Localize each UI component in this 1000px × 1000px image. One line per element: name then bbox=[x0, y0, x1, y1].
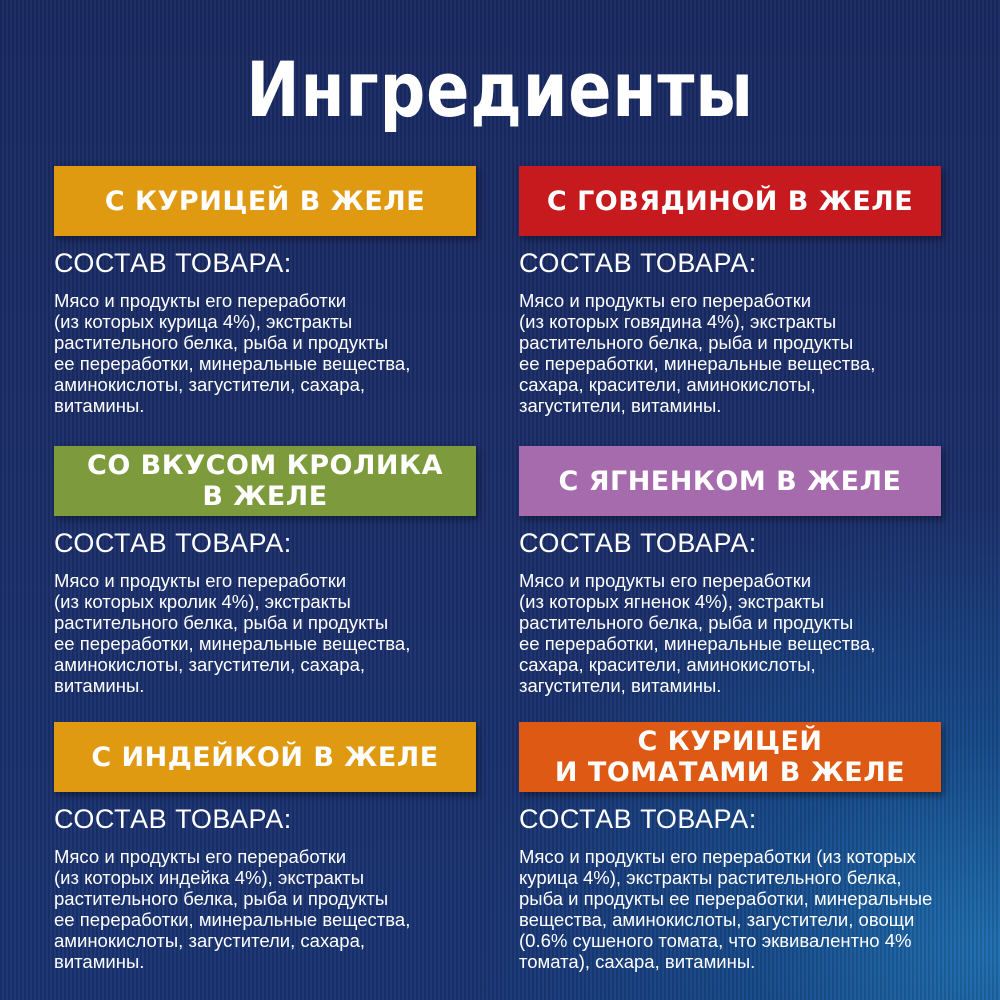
section-label: СОСТАВ ТОВАРА: bbox=[519, 804, 757, 834]
section-label: СОСТАВ ТОВАРА: bbox=[519, 528, 757, 558]
product-name: С КУРИЦЕЙ В ЖЕЛЕ bbox=[104, 185, 426, 217]
section-label: СОСТАВ ТОВАРА: bbox=[54, 528, 292, 558]
product-name: С ЯГНЕНКОМ В ЖЕЛЕ bbox=[558, 465, 902, 497]
ingredients-text: Мясо и продукты его переработки (из которых ягненок 4%), экстракты растительного белка, рыба и продукты ее переработки, минеральные вещества, сахара, красители, аминокислоты, загустители, витамины. bbox=[519, 570, 876, 696]
product-badge bbox=[519, 446, 941, 516]
product-name: С ИНДЕЙКОЙ В ЖЕЛЕ bbox=[91, 741, 439, 773]
product-card-rabbit bbox=[54, 446, 476, 696]
product-badge bbox=[54, 446, 476, 516]
ingredients-text: Мясо и продукты его переработки (из которых кролик 4%), экстракты растительного белка, рыба и продукты ее переработки, минеральные вещества, аминокислоты, загустители, сахара, витамины. bbox=[54, 570, 411, 696]
product-name: С КУРИЦЕЙ И ТОМАТАМИ В ЖЕЛЕ bbox=[554, 726, 906, 788]
ingredients-text: Мясо и продукты его переработки (из которых курица 4%), экстракты растительного белка, рыба и продукты ее переработки, минеральные вещества, аминокислоты, загустители, овощи (0.6% сушеного томата, что эквивалентно 4% томата), сахара, витамины. bbox=[519, 846, 933, 972]
product-card-chicken-tomato bbox=[519, 722, 941, 972]
ingredients-text: Мясо и продукты его переработки (из которых говядина 4%), экстракты растительного белка, рыба и продукты ее переработки, минеральные вещества, сахара, красители, аминокислоты, загустители, витамины. bbox=[519, 290, 876, 416]
product-badge bbox=[54, 166, 476, 236]
section-label: СОСТАВ ТОВАРА: bbox=[54, 804, 292, 834]
product-badge bbox=[519, 722, 941, 792]
product-card-beef bbox=[519, 166, 941, 416]
section-label: СОСТАВ ТОВАРА: bbox=[519, 248, 757, 278]
product-name: С ГОВЯДИНОЙ В ЖЕЛЕ bbox=[546, 185, 914, 217]
ingredients-text: Мясо и продукты его переработки (из которых индейка 4%), экстракты растительного белка, рыба и продукты ее переработки, минеральные вещества, аминокислоты, загустители, сахара, витамины. bbox=[54, 846, 411, 972]
page-title: Ингредиенты bbox=[246, 45, 754, 134]
product-card-turkey bbox=[54, 722, 476, 972]
product-name: СО ВКУСОМ КРОЛИКА В ЖЕЛЕ bbox=[87, 450, 443, 512]
product-card-chicken bbox=[54, 166, 476, 416]
ingredients-text: Мясо и продукты его переработки (из которых курица 4%), экстракты растительного белка, рыба и продукты ее переработки, минеральные вещества, аминокислоты, загустители, сахара, витамины. bbox=[54, 290, 411, 416]
section-label: СОСТАВ ТОВАРА: bbox=[54, 248, 292, 278]
product-card-lamb bbox=[519, 446, 941, 696]
product-badge bbox=[54, 722, 476, 792]
product-badge bbox=[519, 166, 941, 236]
